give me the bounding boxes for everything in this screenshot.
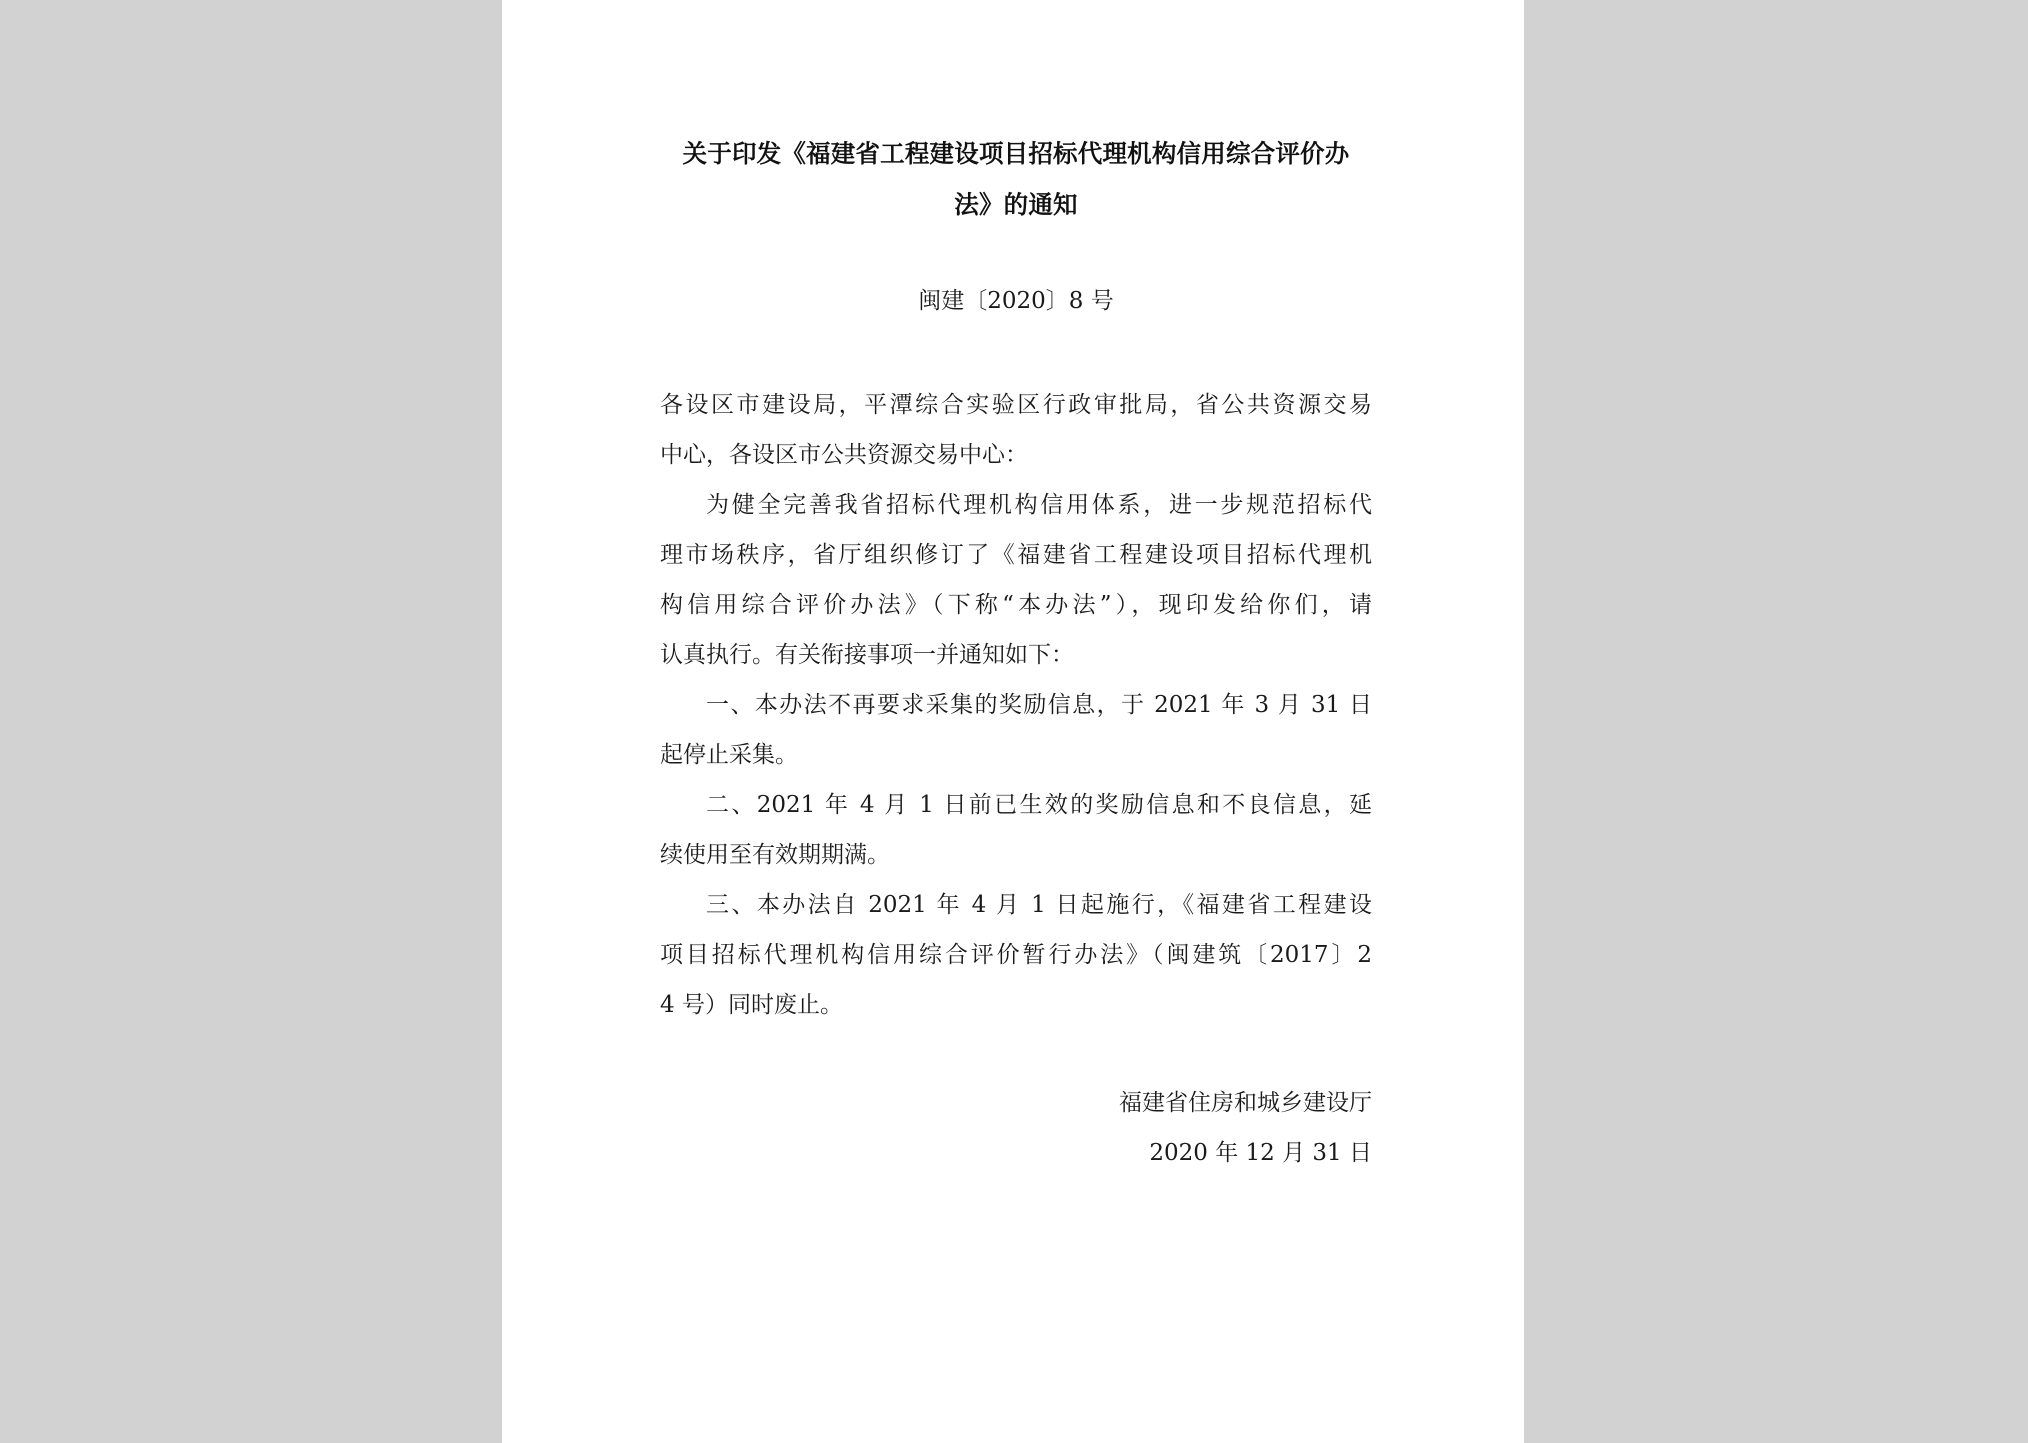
paragraph-line: 三、本办法自 2021 年 4 月 1 日起施行，《福建省工程建设	[706, 892, 1372, 918]
paragraph-line: 项目招标代理机构信用综合评价暂行办法》（闽建筑〔2017〕2	[660, 942, 1372, 968]
item-two	[660, 780, 1372, 880]
paragraph-line: 为健全完善我省招标代理机构信用体系，进一步规范招标代	[706, 492, 1372, 518]
document-title	[660, 128, 1372, 230]
addressee	[660, 380, 1372, 480]
paragraph-line: 二、2021 年 4 月 1 日前已生效的奖励信息和不良信息，延	[706, 792, 1372, 818]
document-page	[502, 0, 1524, 1443]
title-line: 法》的通知	[954, 190, 1078, 219]
paragraph-line: 起停止采集。	[660, 742, 798, 768]
paragraph-line: 续使用至有效期期满。	[660, 842, 890, 868]
document-body	[660, 380, 1372, 1030]
addressee-line: 各设区市建设局，平潭综合实验区行政审批局，省公共资源交易	[660, 392, 1372, 418]
addressee-line: 中心，各设区市公共资源交易中心：	[660, 442, 1028, 468]
issue-date: 2020 年 12 月 31 日	[1149, 1140, 1372, 1166]
title-line: 关于印发《福建省工程建设项目招标代理机构信用综合评价办	[682, 139, 1350, 168]
signature-block	[660, 1078, 1372, 1178]
item-three	[660, 880, 1372, 1030]
issuer-name: 福建省住房和城乡建设厅	[1119, 1090, 1372, 1116]
paragraph-line: 一、本办法不再要求采集的奖励信息，于 2021 年 3 月 31 日	[706, 692, 1372, 718]
document-number: 闽建〔2020〕8 号	[918, 288, 1114, 314]
paragraph-intro	[660, 480, 1372, 680]
paragraph-line: 4 号）同时废止。	[660, 992, 843, 1018]
paragraph-line: 认真执行。有关衔接事项一并通知如下：	[660, 642, 1074, 668]
item-one	[660, 680, 1372, 780]
paragraph-line: 理市场秩序，省厅组织修订了《福建省工程建设项目招标代理机	[660, 542, 1372, 568]
paragraph-line: 构信用综合评价办法》（下称“本办法”），现印发给你们，请	[660, 592, 1372, 618]
